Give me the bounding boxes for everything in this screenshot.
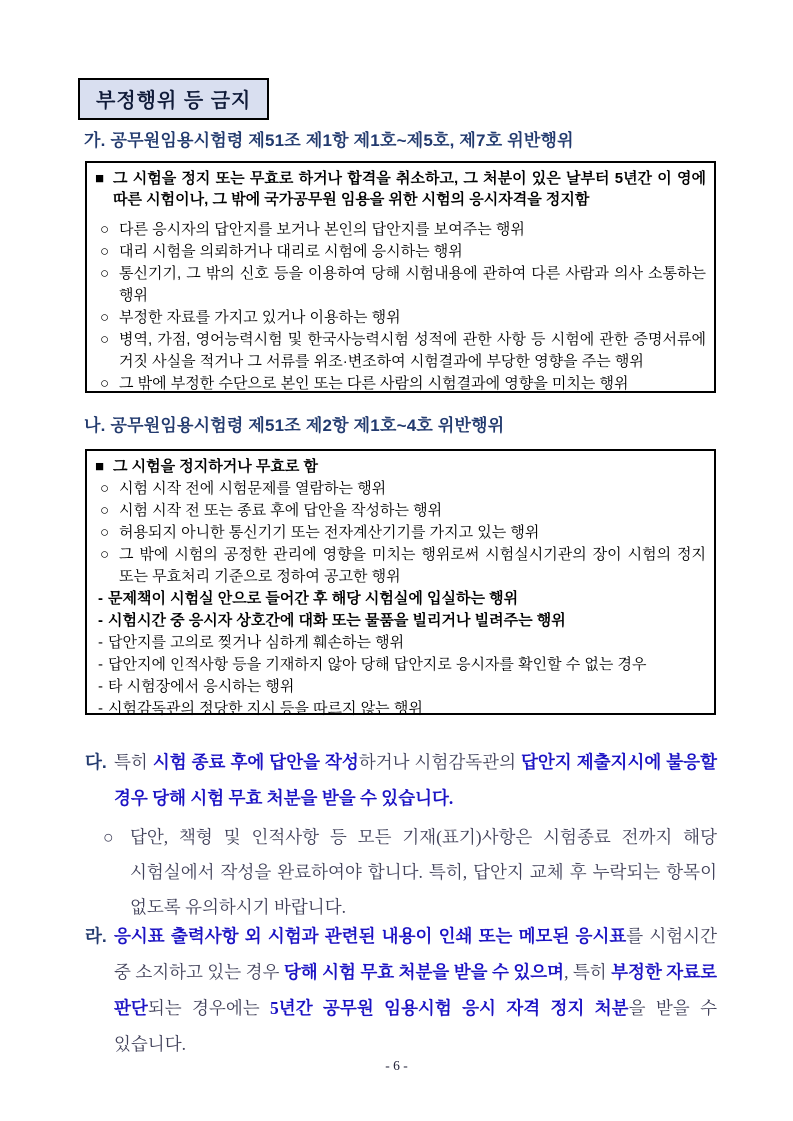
- circle-bullet-icon: ○: [100, 502, 110, 519]
- circle-bullet-icon: ○: [100, 546, 110, 563]
- section-ga-heading: 가. 공무원임용시험령 제51조 제1항 제1호~제5호, 제7호 위반행위: [84, 131, 574, 150]
- text-segment: 5년간 공무원 임용시험 응시 자격 정지 처분: [270, 998, 629, 1018]
- text-segment: 답안지 제출지시에 불응할 경우 당해 시험 무효 처분을 받을 수 있습니다.: [114, 752, 717, 808]
- circle-bullet-icon: ○: [100, 243, 110, 260]
- circle-bullet-icon: ○: [100, 375, 110, 392]
- sub-list-item-text: 타 시험장에서 응시하는 행위: [108, 678, 295, 695]
- circle-bullet-icon: ○: [100, 480, 110, 497]
- list-item-text: 시험 시작 전 또는 종료 후에 답안을 작성하는 행위: [119, 502, 443, 519]
- list-item-text: 대리 시험을 의뢰하거나 대리로 시험에 응시하는 행위: [119, 243, 463, 260]
- sub-list-item-text: 시험시간 중 응시자 상호간에 대화 또는 물품을 빌리거나 빌려주는 행위: [108, 612, 566, 629]
- page-number: - 6 -: [385, 1058, 408, 1073]
- circle-bullet-icon: ○: [100, 221, 110, 238]
- list-item: [95, 219, 706, 241]
- page-title: 부정행위 등 금지: [78, 78, 269, 120]
- sub-list-item: [95, 698, 706, 720]
- list-item-text: 허용되지 아니한 통신기기 또는 전자계산기기를 가지고 있는 행위: [119, 524, 540, 541]
- list-item: [95, 307, 706, 329]
- circle-bullet-icon: ○: [103, 827, 114, 847]
- list-item-text: 그 밖에 부정한 수단으로 본인 또는 다른 사람의 시험결과에 영향을 미치는 행위: [119, 375, 629, 392]
- list-item-text: 병역, 가점, 영어능력시험 및 한국사능력시험 성적에 관한 사항 등 시험에 관한 증명서류에 거짓 사실을 적거나 그 서류를 위조·변조하여 시험결과에 부당한 영향을 주는 행위: [119, 331, 706, 370]
- circle-bullet-icon: ○: [100, 331, 110, 348]
- list-item-text: 그 밖에 시험의 공정한 관리에 영향을 미치는 행위로써 시험실시기관의 장이 시험의 정지 또는 무효처리 기준으로 정하여 공고한 행위: [119, 546, 706, 585]
- dash-bullet-icon: -: [98, 590, 103, 607]
- list-item: [95, 522, 706, 544]
- text-segment: , 특히: [564, 962, 612, 982]
- list-item-text: 부정한 자료를 가지고 있거나 이용하는 행위: [119, 309, 401, 326]
- sub-list-item: [95, 588, 706, 610]
- rule-box-heading: [95, 456, 706, 477]
- list-item: [95, 478, 706, 500]
- text-segment: 하거나 시험감독관의: [358, 752, 521, 772]
- sub-list-item-text: 답안지에 인적사항 등을 기재하지 않아 당해 답안지로 응시자를 확인할 수 없는 경우: [108, 656, 647, 673]
- list-item-text: 통신기기, 그 밖의 신호 등을 이용하여 당해 시험내용에 관하여 다른 사람과 의사 소통하는 행위: [119, 265, 706, 304]
- list-item: [95, 544, 706, 588]
- circle-bullet-icon: ○: [100, 524, 110, 541]
- dash-bullet-icon: -: [98, 678, 103, 695]
- section-da-paragraph: [85, 744, 717, 816]
- list-item: [95, 263, 706, 307]
- text-segment: 를 시험시간 중 소지하고 있는 경우: [114, 926, 717, 982]
- list-item-text: 다른 응시자의 답안지를 보거나 본인의 답안지를 보여주는 행위: [119, 221, 525, 238]
- rule-box-heading-text: 그 시험을 정지하거나 무효로 함: [113, 458, 319, 475]
- section-na-rule-box: [85, 449, 716, 715]
- sub-list-item-text: 답안지를 고의로 찢거나 심하게 훼손하는 행위: [108, 634, 405, 651]
- square-bullet-icon: ■: [95, 458, 105, 475]
- text-segment: 부정한 자료로 판단: [114, 962, 718, 1018]
- sub-list-item: [95, 632, 706, 654]
- dash-bullet-icon: -: [98, 700, 103, 717]
- circle-bullet-icon: ○: [100, 309, 110, 326]
- text-segment: 을 받을 수 있습니다.: [114, 998, 717, 1054]
- text-segment: 되는 경우에는: [147, 998, 271, 1018]
- section-da-label: 다.: [85, 752, 107, 772]
- sub-list-item: [95, 676, 706, 698]
- section-ga-rule-box: [85, 161, 716, 393]
- prohibited-acts-list: [95, 219, 706, 395]
- dash-bullet-icon: -: [98, 656, 103, 673]
- dash-bullet-icon: -: [98, 612, 103, 629]
- section-ra-label: 라.: [85, 926, 107, 946]
- rule-box-heading: [95, 168, 706, 210]
- sub-list-item-text: 문제책이 시험실 안으로 들어간 후 해당 시험실에 입실하는 행위: [108, 590, 519, 607]
- rule-box-heading-text: 그 시험을 정지 또는 무효로 하거나 합격을 취소하고, 그 처분이 있은 날부터 5년간 이 영에 따른 시험이나, 그 밖에 국가공무원 임용을 위한 시험의 응시자격을 정지함: [113, 170, 706, 208]
- list-item: [95, 329, 706, 373]
- section-da-bullet: [103, 820, 717, 925]
- text-segment: 특히: [114, 752, 153, 772]
- invalidation-acts-list: [95, 478, 706, 720]
- circle-bullet-icon: ○: [100, 265, 110, 282]
- list-item-text: 시험 시작 전에 시험문제를 열람하는 행위: [119, 480, 387, 497]
- square-bullet-icon: ■: [95, 170, 105, 187]
- section-ra-paragraph: [85, 918, 717, 1062]
- list-item: [95, 241, 706, 263]
- text-segment: 당해 시험 무효 처분을 받을 수 있으며: [283, 962, 565, 982]
- list-item: [95, 500, 706, 522]
- section-da-bullet-text: 답안, 책형 및 인적사항 등 모든 기재(표기)사항은 시험종료 전까지 해당 시험실에서 작성을 완료하여야 합니다. 특히, 답안지 교체 후 누락되는 항목이 없도록 유의하시기 바랍니다.: [130, 827, 717, 917]
- text-segment: 시험 종료 후에 답안을 작성: [152, 752, 359, 772]
- dash-bullet-icon: -: [98, 634, 103, 651]
- sub-list-item: [95, 654, 706, 676]
- text-segment: 응시표 출력사항 외 시험과 관련된 내용이 인쇄 또는 메모된 응시표: [114, 926, 627, 946]
- sub-list-item: [95, 610, 706, 632]
- list-item: [95, 373, 706, 395]
- sub-list-item-text: 시험감독관의 정당한 지시 등을 따르지 않는 행위: [108, 700, 423, 717]
- section-na-heading: 나. 공무원임용시험령 제51조 제2항 제1호~4호 위반행위: [84, 416, 505, 435]
